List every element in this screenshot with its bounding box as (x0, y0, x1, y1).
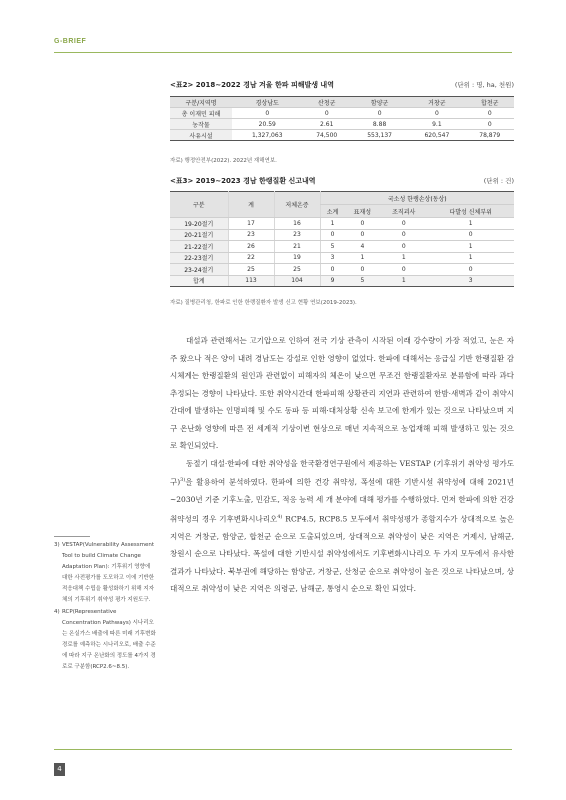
table1-title: <표2> 2018~2022 경남 겨울 한파 피해발생 내역 (170, 81, 334, 89)
paragraph-2-part-b: 을 활용하여 분석하였다. 한파에 의한 건강 취약성, 폭설에 대한 기반시설 취약성에 대해 2021년~2030년 기준 기후노출, 민감도, 적응 능력 세 개 분야에 대해 평가를 수행하였다. 먼저 한파에 의한 건강 취약성의 경우 기후변화시나리오 (170, 477, 514, 523)
table-cell: 23 (228, 229, 274, 241)
note-text: VESTAP(Vulnerability Assessment Tool to build Climate Change Adaptation Plan): 기후위기 영향에 대한 사전평가를 도모하고 이에 기반한 적응대책 수립을 활성화하기 위해 지자체의 기후위기 취약성 평가 지원도구. (62, 542, 155, 603)
brand-label: G-BRIEF (54, 38, 87, 45)
table-cell: 17 (228, 218, 274, 230)
table1-header-cell: 합천군 (466, 97, 515, 108)
total-label: 합계 (170, 275, 228, 287)
table-cell: 1 (320, 218, 345, 230)
table-cell: 4 (345, 241, 380, 253)
table1-header-cell: 구분/지역명 (170, 97, 232, 108)
table-cell: 78,879 (466, 130, 515, 141)
row-label: 19-20절기 (170, 218, 228, 230)
table-cell: 1,327,063 (232, 130, 303, 141)
table-cell: 0 (320, 229, 345, 241)
table-cell: 23 (274, 229, 320, 241)
side-notes (54, 540, 156, 674)
table-cell: 19 (274, 252, 320, 264)
footer-divider (54, 749, 512, 750)
table1-source: 자료) 행정안전부(2022). 2022년 재해연보. (170, 158, 277, 164)
table-cell: 0 (320, 264, 345, 276)
table-cell: 1 (427, 241, 514, 253)
table-row (170, 241, 514, 253)
table-cell: 0 (380, 229, 427, 241)
table-row (170, 252, 514, 264)
table-row (170, 108, 514, 119)
table-cell: 0 (466, 119, 515, 130)
row-label: 20-21절기 (170, 229, 228, 241)
paragraph-2-part-a: 동절기 대설·한파에 대한 취약성을 한국환경연구원에서 제공하는 VESTAP (기후위기 취약성 평가도구) (170, 458, 514, 487)
row-label: 23-24절기 (170, 264, 228, 276)
table-cell: 0 (380, 241, 427, 253)
row-label: 21-22절기 (170, 241, 228, 253)
table2-header-group: 국소성 한랭손상(동상) (320, 192, 514, 205)
table-cell: 22 (228, 252, 274, 264)
table-cell: 0 (380, 264, 427, 276)
table-cell: 0 (427, 229, 514, 241)
table2-subheader-cell: 다발성 신체부위 (427, 205, 514, 218)
table2-subheader-cell: 표재성 (345, 205, 380, 218)
table2-header-cell: 저체온증 (274, 192, 320, 218)
table-row (170, 229, 514, 241)
table2-header-cell: 계 (228, 192, 274, 218)
table-cell: 0 (466, 108, 515, 119)
note-number: 4) (54, 609, 60, 615)
table-cell: 9.1 (408, 119, 465, 130)
row-label: 사유시설 (170, 130, 232, 141)
table-row (170, 218, 514, 230)
table-cell: 0 (408, 108, 465, 119)
table-cell: 553,137 (351, 130, 408, 141)
notes-divider (54, 536, 90, 537)
table-cell: 21 (274, 241, 320, 253)
table2-subheader-cell: 조직괴사 (380, 205, 427, 218)
table-cell: 1 (380, 252, 427, 264)
table-cell: 26 (228, 241, 274, 253)
note-text: RCP(Representative Concentration Pathways) 시나리오는 온실가스 배출에 따른 미래 기후변화 경로를 예측하는 시나리오로, 배출 수준에 따라 지구 온난화의 정도를 4가지 경로로 구분함(RCP2.6~8.5). (62, 609, 156, 670)
table2-unit: (단위 : 건) (483, 177, 514, 185)
table-cell: 8.88 (351, 119, 408, 130)
table1-unit: (단위 : 명, ha, 천원) (454, 81, 514, 89)
table-row (170, 119, 514, 130)
table2-caption (170, 176, 514, 186)
table-cell: 25 (228, 264, 274, 276)
note-item (54, 540, 156, 606)
row-label: 농작물 (170, 119, 232, 130)
table2-title: <표3> 2019~2023 경남 한랭질환 신고내역 (170, 177, 316, 185)
table1-header-row (170, 97, 514, 108)
total-cell: 5 (345, 275, 380, 287)
table2-header-cell: 구분 (170, 192, 228, 218)
table2-subheader-cell: 소계 (320, 205, 345, 218)
table1-header-cell: 경상남도 (232, 97, 303, 108)
table1-caption (170, 80, 514, 90)
paragraph-2-part-c: RCP4.5, RCP8.5 모두에서 취약성평가 종합지수가 상대적으로 높은 지역은 거창군, 함양군, 합천군 순으로 도출되었으며, 상대적으로 취약성이 낮은 지역은 거제시, 남해군, 창원시 순으로 나타났다. 폭설에 대한 기반시설 취약성에서도 기후변화시나리오 두 가지 모두에서 유사한 결과가 나타났다. 북부권에 해당하는 함양군, 거창군, 산청군 순으로 취약성이 높은 것으로 나타났으며, 상대적으로 취약성이 낮은 지역은 의령군, 남해군, 통영시 순으로 확인 되었다. (170, 514, 514, 593)
table-cell: 1 (427, 218, 514, 230)
note-number: 3) (54, 542, 60, 548)
total-cell: 113 (228, 275, 274, 287)
header-divider (54, 52, 512, 53)
paragraph-2 (170, 455, 514, 598)
table-row (170, 130, 514, 141)
table2-source: 자료) 질병관리청, 한파로 인한 한랭질환자 발생 신고 현황 연보(2019-2023). (170, 300, 357, 306)
footnote-ref-3: 3) (180, 477, 186, 483)
table1-header-cell: 거창군 (408, 97, 465, 108)
table-cell: 2.61 (303, 119, 351, 130)
table1-header-cell: 함양군 (351, 97, 408, 108)
table-cell: 0 (427, 264, 514, 276)
table2-header-row (170, 192, 514, 205)
table-cell: 0 (232, 108, 303, 119)
table-cell: 0 (345, 229, 380, 241)
table-cell: 5 (320, 241, 345, 253)
table-cell: 0 (345, 218, 380, 230)
row-label: 총 이재민 피해 (170, 108, 232, 119)
footnote-ref-4: 4) (277, 513, 283, 520)
table-cell: 74,500 (303, 130, 351, 141)
total-cell: 9 (320, 275, 345, 287)
table-cell: 0 (345, 264, 380, 276)
table-cell: 25 (274, 264, 320, 276)
page-number: 4 (54, 763, 65, 776)
body-text (170, 332, 514, 598)
row-label: 22-23절기 (170, 252, 228, 264)
table2 (170, 191, 514, 287)
table-cell: 16 (274, 218, 320, 230)
table-cell: 0 (303, 108, 351, 119)
table-row (170, 264, 514, 276)
table-total-row (170, 275, 514, 287)
total-cell: 3 (427, 275, 514, 287)
table-cell: 0 (380, 218, 427, 230)
table-cell: 20.59 (232, 119, 303, 130)
total-cell: 1 (380, 275, 427, 287)
table-cell: 1 (427, 252, 514, 264)
table-cell: 620,547 (408, 130, 465, 141)
note-item (54, 607, 156, 673)
paragraph-1: 대설과 관련해서는 고기압으로 인하여 전국 기상 관측이 시작된 이래 강수량이 가장 적었고, 눈은 자주 왔으나 적은 양이 내려 경남도는 강설로 인한 영향이 없었다. 한파에 대해서는 응급실 기반 한랭질환 감시체계는 한랭질환의 원인과 관련없이 피해자의 체온이 낮으면 무조건 한랭질환자로 분류함에 따라 과다추정되는 경향이 나타났다. 또한 취약시간대 한파피해 상황관리 지연과 관련하여 한밤·새벽과 같이 취약시간대에 발생하는 인명피해 및 수도 동파 등 피해·대처상황 신속 보고에 한계가 있는 것으로 나타났으며 지구 온난화 영향에 따른 전 세계적 기상이변 현상으로 매년 지속적으로 농업재해 피해 발생하고 있는 것으로 확인되었다. (170, 336, 514, 450)
total-cell: 104 (274, 275, 320, 287)
table-cell: 1 (345, 252, 380, 264)
table-cell: 3 (320, 252, 345, 264)
table1-header-cell: 산청군 (303, 97, 351, 108)
table1 (170, 96, 514, 141)
table-cell: 0 (351, 108, 408, 119)
